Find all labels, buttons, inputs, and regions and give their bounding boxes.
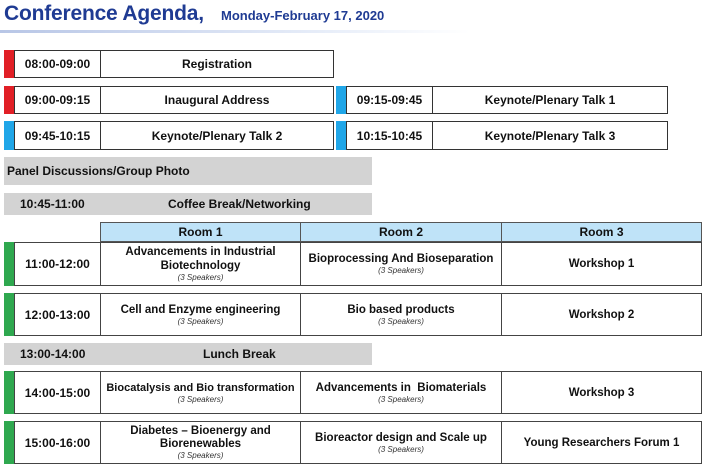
keynote-3-slot: Keynote/Plenary Talk 3 [432, 121, 668, 150]
session-title: Diabetes – Bioenergy and Biorenewables [130, 424, 271, 450]
green-marker [4, 242, 14, 286]
session-title: Cell and Enzyme engineering [120, 303, 281, 316]
session-title: Young Researchers Forum 1 [523, 436, 680, 449]
session-title: Bio based products [347, 303, 455, 316]
room-1-header: Room 1 [100, 222, 301, 242]
session-4-time: 15:00-16:00 [14, 421, 101, 464]
session-2-room-1 [100, 293, 301, 336]
speaker-count: (3 Speakers) [177, 316, 224, 326]
speaker-count: (3 Speakers) [177, 450, 224, 460]
blue-marker [336, 86, 346, 114]
time-keynote-1: 09:15-09:45 [346, 86, 433, 114]
green-marker [4, 371, 14, 414]
session-title: Advancements in Biomaterials [315, 381, 487, 394]
room-3-header: Room 3 [501, 222, 702, 242]
session-title: Workshop 3 [568, 386, 635, 399]
session-3-room-2 [300, 371, 502, 414]
session-1-time: 11:00-12:00 [14, 242, 101, 286]
session-2-room-3 [501, 293, 702, 336]
session-title: Bioreactor design and Scale up [315, 431, 487, 444]
speaker-count: (3 Speakers) [378, 266, 424, 275]
panel-discussion-band [4, 157, 372, 185]
agenda-title: Conference Agenda, [4, 2, 204, 25]
session-title: Workshop 2 [568, 308, 635, 321]
session-3-room-3 [501, 371, 702, 414]
green-marker [4, 421, 14, 464]
keynote-2-slot: Keynote/Plenary Talk 2 [100, 121, 334, 150]
session-1-room-3 [501, 242, 702, 286]
green-marker [4, 293, 14, 336]
room-2-header: Room 2 [300, 222, 502, 242]
speaker-count: (3 Speakers) [378, 394, 424, 404]
session-title: Workshop 1 [568, 258, 635, 270]
lunch-break-label: Lunch Break [203, 347, 276, 361]
time-inaugural: 09:00-09:15 [14, 86, 101, 114]
agenda-date: Monday-February 17, 2020 [221, 8, 385, 23]
coffee-break-band [4, 193, 372, 215]
session-1-room-1 [100, 242, 301, 286]
coffee-break-time: 10:45-11:00 [20, 197, 85, 211]
agenda-header [0, 0, 720, 34]
red-marker [4, 86, 14, 114]
red-marker [4, 50, 14, 78]
session-1-room-2 [300, 242, 502, 286]
coffee-break-label: Coffee Break/Networking [168, 197, 311, 211]
session-4-room-1 [100, 421, 301, 464]
time-keynote-2: 09:45-10:15 [14, 121, 101, 150]
panel-discussion-label: Panel Discussions/Group Photo [7, 164, 190, 178]
session-title: Advancements in Industrial Biotechnology [125, 246, 276, 272]
session-4-room-2 [300, 421, 502, 464]
session-title: Biocatalysis and Bio transformation [106, 381, 295, 394]
session-3-room-1 [100, 371, 301, 414]
speaker-count: (3 Speakers) [378, 316, 424, 326]
registration-slot: Registration [100, 50, 334, 78]
header-underline [0, 30, 470, 33]
keynote-1-slot: Keynote/Plenary Talk 1 [432, 86, 668, 114]
session-title: Bioprocessing And Bioseparation [308, 253, 494, 265]
speaker-count: (3 Speakers) [177, 273, 224, 282]
time-registration: 08:00-09:00 [14, 50, 101, 78]
blue-marker [336, 121, 346, 150]
session-2-room-2 [300, 293, 502, 336]
session-4-room-3 [501, 421, 702, 464]
time-keynote-3: 10:15-10:45 [346, 121, 433, 150]
inaugural-slot: Inaugural Address [100, 86, 334, 114]
lunch-break-time: 13:00-14:00 [20, 347, 86, 361]
session-2-time: 12:00-13:00 [14, 293, 101, 336]
blue-marker [4, 121, 14, 150]
session-3-time: 14:00-15:00 [14, 371, 101, 414]
speaker-count: (3 Speakers) [177, 394, 224, 404]
lunch-break-band [4, 343, 372, 365]
speaker-count: (3 Speakers) [378, 444, 424, 454]
